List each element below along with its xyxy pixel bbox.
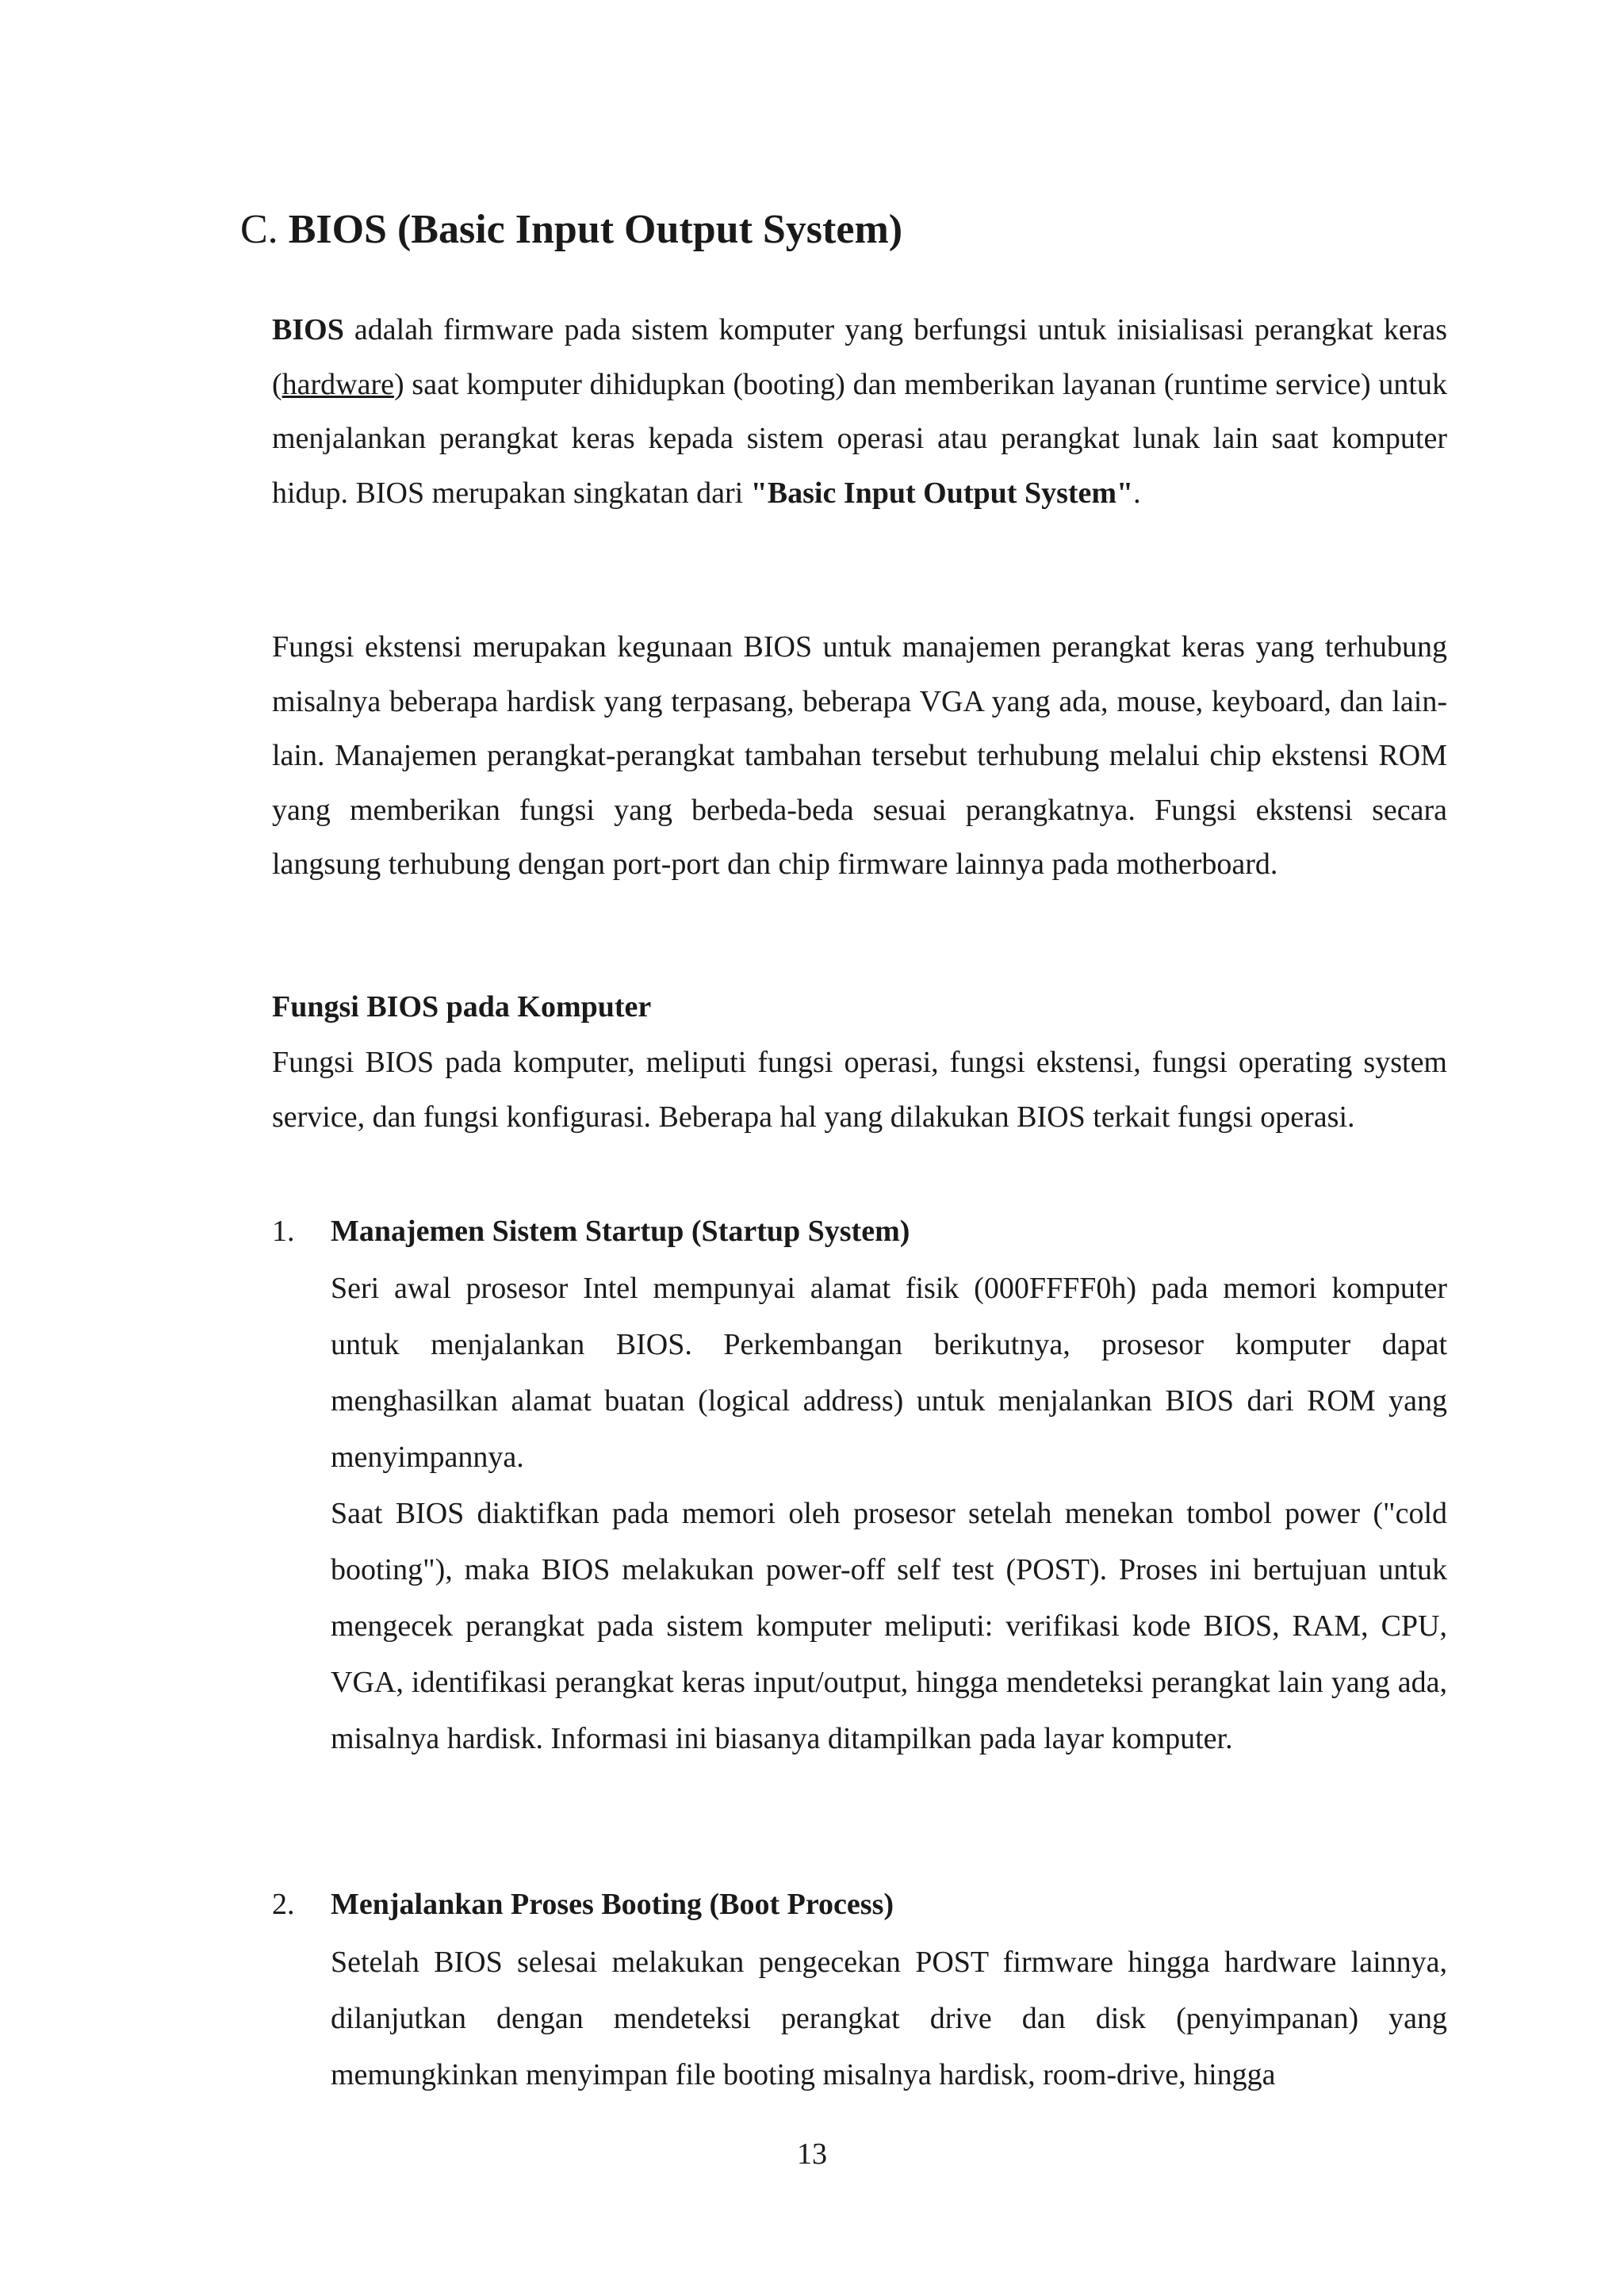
intro-text-1: adalah firmware pada sistem komputer yang berfungsi untuk inisialisasi perangkat keras ( [272, 313, 1447, 401]
intro-lead-bold: BIOS [272, 313, 344, 346]
section-heading-prefix: C. [240, 207, 289, 252]
list-item-number: 1. [272, 1215, 295, 1248]
section-heading [240, 202, 902, 258]
list-item-title: Manajemen Sistem Startup (Startup System) [331, 1215, 910, 1248]
list-item-paragraph: Seri awal prosesor Intel mempunyai alamat fisik (000FFFF0h) pada memori komputer untuk menjalankan BIOS. Perkembangan berikutnya, prosesor komputer dapat menghasilkan alamat buatan (logical address) untuk menjalankan BIOS dari ROM yang menyimpannya. [331, 1272, 1447, 1474]
list-item-number: 2. [272, 1888, 295, 1921]
list-item-paragraph: Saat BIOS diaktifkan pada memori oleh prosesor setelah menekan tombol power ("cold booting"), maka BIOS melakukan power-off self test (POST). Proses ini bertujuan untuk mengecek perangkat pada sistem komputer meliputi: verifikasi kode BIOS, RAM, CPU, VGA, identifikasi perangkat keras input/output, hingga mendeteksi perangkat lain yang ada, misalnya hardisk. Informasi ini biasanya ditampilkan pada layar komputer. [331, 1497, 1447, 1755]
intro-acronym-bold: "Basic Input Output System" [750, 476, 1134, 510]
section-heading-title: BIOS (Basic Input Output System) [288, 207, 903, 252]
list-item-paragraph: Setelah BIOS selesai melakukan pengecekan POST firmware hingga hardware lainnya, dilanjutkan dengan mendeteksi perangkat drive dan disk (penyimpanan) yang memungkinkan menyimpan file booting misalnya hardisk, room-drive, hingga [331, 1946, 1447, 2091]
extension-paragraph: Fungsi ekstensi merupakan kegunaan BIOS untuk manajemen perangkat keras yang terhubung misalnya beberapa hardisk yang terpasang, beberapa VGA yang ada, mouse, keyboard, dan lain-lain. Manajemen perangkat-perangkat tambahan tersebut terhubung melalui chip ekstensi ROM yang memberikan fungsi yang berbeda-beda sesuai perangkatnya. Fungsi ekstensi secara langsung terhubung dengan port-port dan chip firmware lainnya pada motherboard. [272, 630, 1447, 881]
subsection-title: Fungsi BIOS pada Komputer [272, 990, 652, 1024]
intro-paragraph [272, 303, 1447, 520]
hardware-link[interactable]: hardware [282, 367, 395, 401]
page-number: 13 [797, 2137, 827, 2171]
intro-text-3: . [1133, 476, 1141, 510]
intro-text-2: ) saat komputer dihidupkan (booting) dan memberikan layanan (runtime service) untuk menjalankan perangkat keras kepada sistem operasi atau perangkat lunak lain saat komputer hidup. BIOS merupakan singkatan dari [272, 367, 1447, 510]
list-item-title: Menjalankan Proses Booting (Boot Process) [331, 1888, 894, 1921]
subsection-intro: Fungsi BIOS pada komputer, meliputi fungsi operasi, fungsi ekstensi, fungsi operating system service, dan fungsi konfigurasi. Beberapa hal yang dilakukan BIOS terkait fungsi operasi. [272, 1046, 1447, 1134]
